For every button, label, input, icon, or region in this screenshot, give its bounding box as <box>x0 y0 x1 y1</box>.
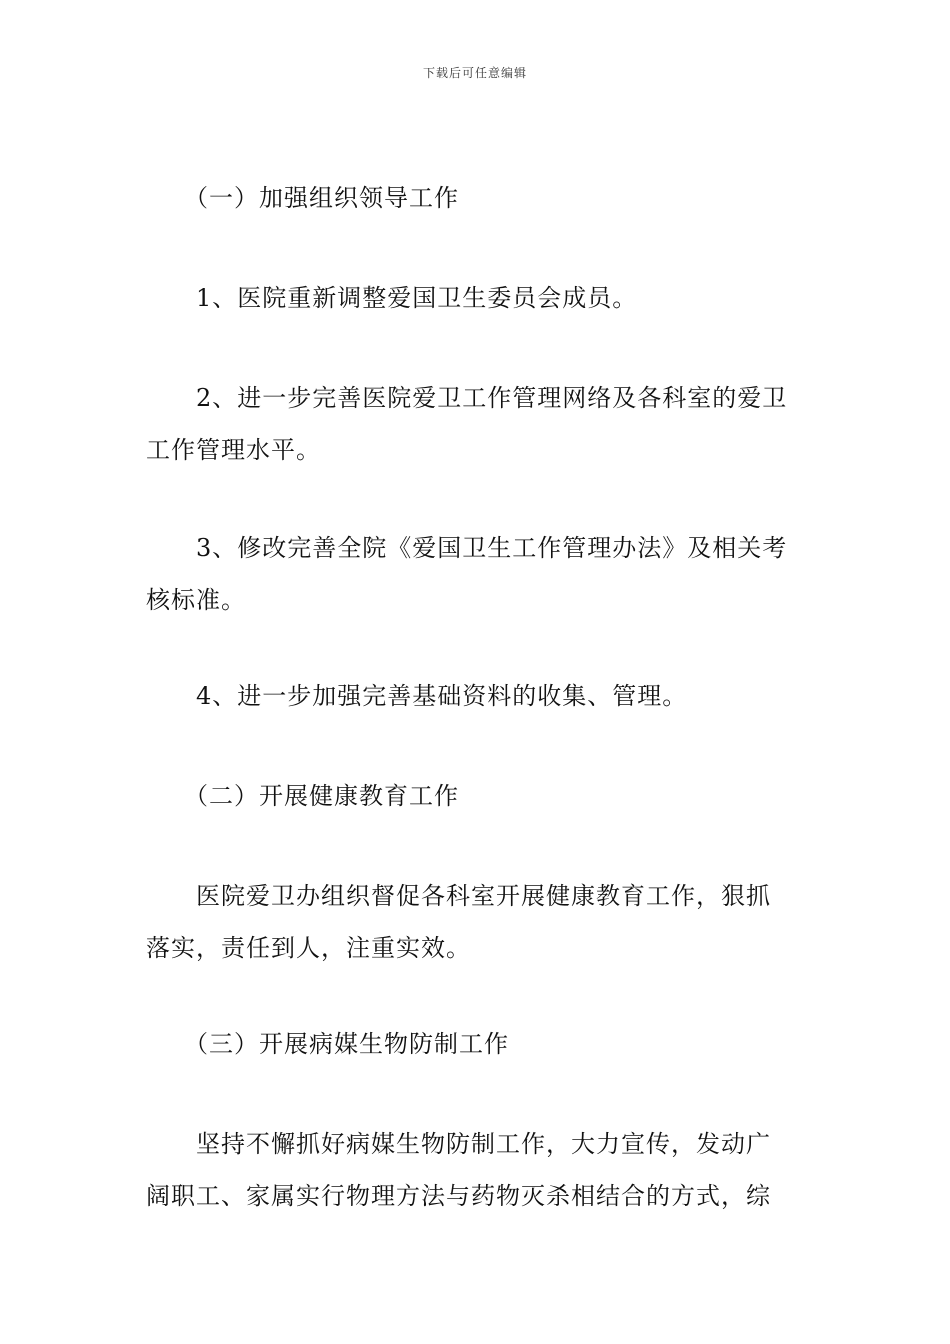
section-heading-2 <box>146 770 810 822</box>
page-header: 下载后可任意编辑 <box>422 66 527 80</box>
paragraph-2-line-2: 工作管理水平。 <box>146 436 321 464</box>
section-heading-3-text: （三）开展病媒生物防制工作 <box>184 1030 509 1058</box>
section-heading-2-text: （二）开展健康教育工作 <box>184 782 459 810</box>
paragraph-4-line-1: 4、进一步加强完善基础资料的收集、管理。 <box>196 682 688 710</box>
paragraph-3 <box>146 522 810 626</box>
paragraph-5 <box>146 870 810 974</box>
section-heading-1-text: （一）加强组织领导工作 <box>184 184 459 212</box>
paragraph-2-line-1: 2、进一步完善医院爱卫工作管理网络及各科室的爱卫 <box>196 384 788 412</box>
paragraph-6-line-1: 坚持不懈抓好病媒生物防制工作，大力宣传，发动广 <box>196 1130 771 1158</box>
section-heading-3 <box>146 1018 810 1070</box>
paragraph-1 <box>146 272 810 324</box>
paragraph-6 <box>146 1118 810 1222</box>
paragraph-5-line-2: 落实，责任到人，注重实效。 <box>146 934 471 962</box>
paragraph-1-line-1: 1、医院重新调整爱国卫生委员会成员。 <box>196 284 638 312</box>
paragraph-6-line-2: 阔职工、家属实行物理方法与药物灭杀相结合的方式，综 <box>146 1182 771 1210</box>
paragraph-4 <box>146 670 810 722</box>
paragraph-5-line-1: 医院爱卫办组织督促各科室开展健康教育工作，狠抓 <box>196 882 771 910</box>
section-heading-1 <box>146 172 810 224</box>
paragraph-2 <box>146 372 810 476</box>
paragraph-3-line-1: 3、修改完善全院《爱国卫生工作管理办法》及相关考 <box>196 534 788 562</box>
paragraph-3-line-2: 核标准。 <box>146 586 246 614</box>
